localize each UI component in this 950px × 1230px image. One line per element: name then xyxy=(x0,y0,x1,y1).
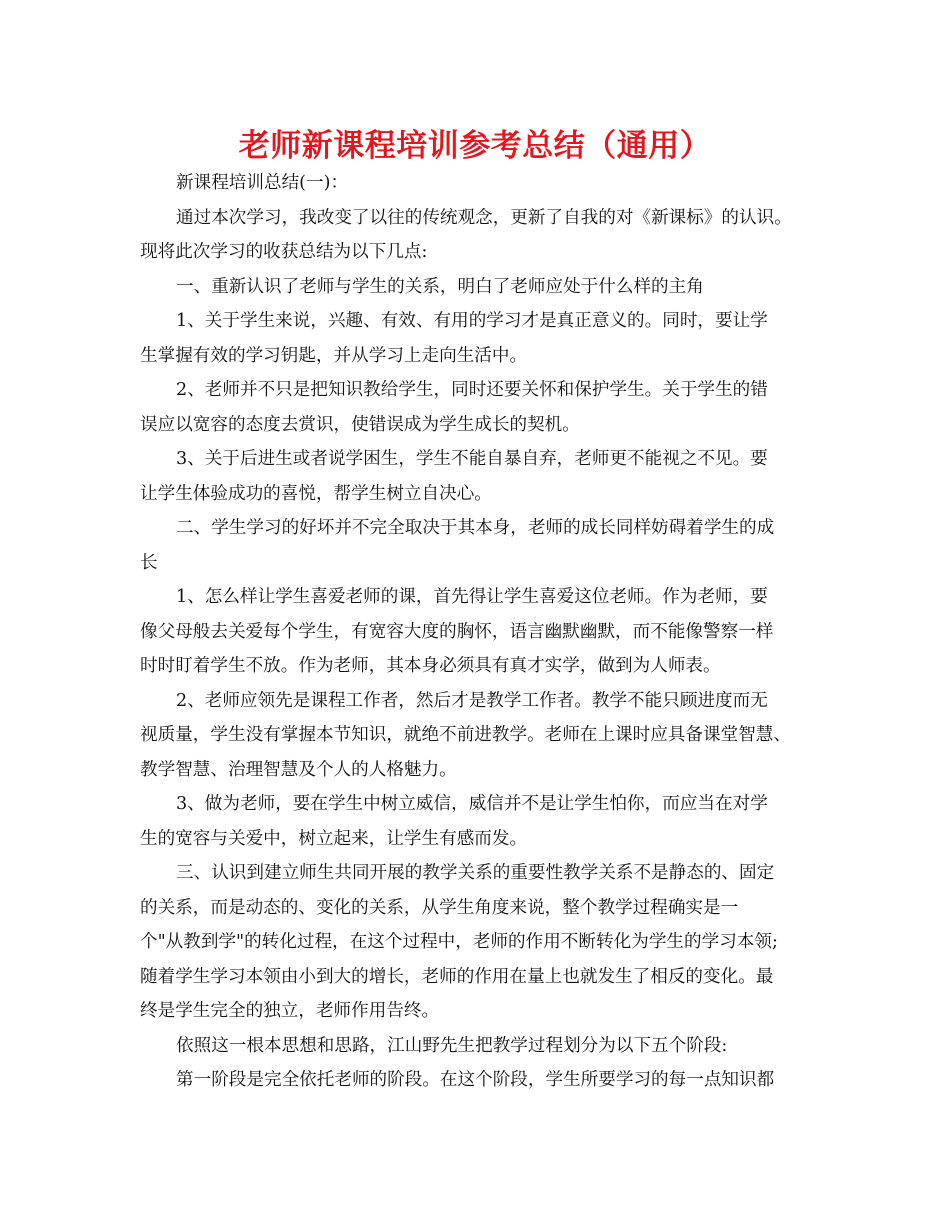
text-line: 误应以宽容的态度去赏识，使错误成为学生成长的契机。 xyxy=(140,414,580,435)
document-title: 老师新课程培训参考总结（通用） xyxy=(238,128,712,164)
text-line: 终是学生完全的独立，老师作用告终。 xyxy=(140,1001,440,1021)
text-line: 2、老师应领先是课程工作者，然后才是教学工作者。教学不能只顾进度而无 xyxy=(176,690,768,711)
text-line: 随着学生学习本领由小到大的增长，老师的作用在量上也就发生了相反的变化。最 xyxy=(140,966,774,987)
text-line: 通过本次学习，我改变了以往的传统观念，更新了自我的对《新课标》的认识。 xyxy=(176,207,792,228)
text-line: 依照这一根本思想和思路，江山野先生把教学过程划分为以下五个阶段: xyxy=(176,1035,728,1056)
text-line: 3、关于后进生或者说学困生，学生不能自暴自弃，老师更不能视之不见。要 xyxy=(176,449,768,469)
text-line: 现将此次学习的收获总结为以下几点: xyxy=(140,242,428,262)
text-line: 像父母般去关爱每个学生，有宽容大度的胸怀，语言幽默幽默，而不能像警察一样 xyxy=(140,621,774,642)
text-line: 教学智慧、治理智慧及个人的人格魅力。 xyxy=(140,759,457,780)
text-line: 三、认识到建立师生共同开展的教学关系的重要性教学关系不是静态的、固定 xyxy=(176,863,775,883)
text-line: 3、做为老师，要在学生中树立威信，威信并不是让学生怕你，而应当在对学 xyxy=(176,794,768,814)
text-line: 2、老师并不只是把知识教给学生，同时还要关怀和保护学生。关于学生的错 xyxy=(176,380,768,400)
text-line: 个"从教到学"的转化过程，在这个过程中，老师的作用不断转化为学生的学习本领; xyxy=(140,932,778,952)
text-line: 视质量，学生没有掌握本节知识，就绝不前进教学。老师在上课时应具备课堂智慧、 xyxy=(140,725,791,745)
text-line: 一、重新认识了老师与学生的关系，明白了老师应处于什么样的主角 xyxy=(176,276,704,297)
text-line: 让学生体验成功的喜悦，帮学生树立自决心。 xyxy=(140,483,492,504)
text-line: 生的宽容与关爱中，树立起来，让学生有感而发。 xyxy=(140,828,528,849)
text-line: 新课程培训总结(一)： xyxy=(176,173,349,193)
text-line: 1、关于学生来说，兴趣、有效、有用的学习才是真正意义的。同时，要让学 xyxy=(176,311,768,331)
text-line: 长 xyxy=(140,552,158,573)
text-line: 第一阶段是完全依托老师的阶段。在这个阶段，学生所要学习的每一点知识都 xyxy=(176,1070,775,1090)
text-line: 的关系，而是动态的、变化的关系，从学生角度来说，整个教学过程确实是一 xyxy=(140,897,739,918)
text-line: 二、学生学习的好坏并不完全取决于其本身，老师的成长同样妨碍着学生的成 xyxy=(176,518,775,538)
text-line: 生掌握有效的学习钥匙，并从学习上走向生活中。 xyxy=(140,345,528,366)
text-line: 时时盯着学生不放。作为老师，其本身必须具有真才实学，做到为人师表。 xyxy=(140,656,721,676)
document-body xyxy=(140,166,808,1098)
text-line: 1、怎么样让学生喜爱老师的课，首先得让学生喜爱这位老师。作为老师，要 xyxy=(176,587,768,607)
